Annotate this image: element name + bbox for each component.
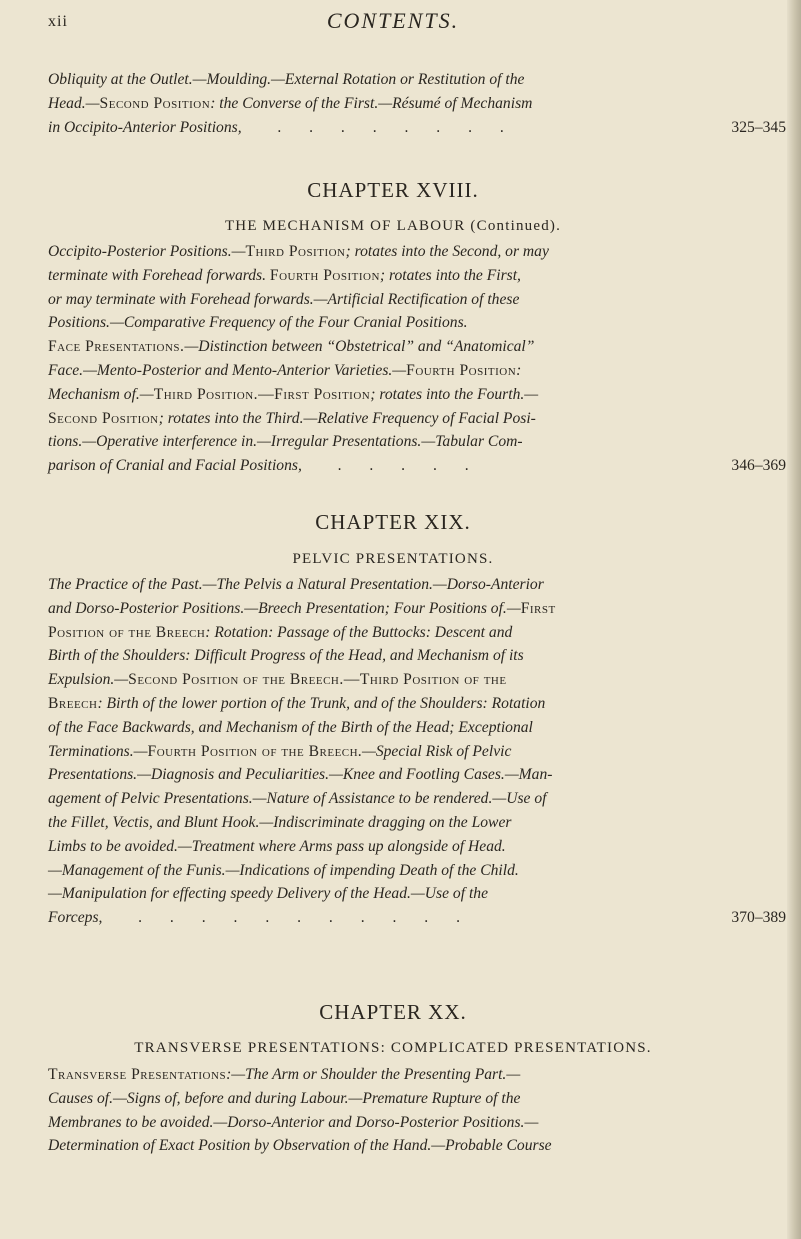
- toc-entry: The Practice of the Past.—The Pelvis a Natural Presentation.—Dorso-Anterior and Dorso-Posterior Positions.—Breech Presentation; Four Positions of.—First Position of the Breech: Rotation: Passage of the Buttocks: Descent and Birth of the Shoulders: Difficult Progress of the Head, and Mechanism of its Expulsion.—Second Position of the Breech.—Third Position of the Breech: Birth of the lower portion of the Trunk, and of the Shoulders: Rotation of the Face Backwards, and Mechanism of the Birth of the Head; Exceptional Terminations.—Fourth Position of the Breech.—Special Risk of Pelvic Presentations.—Diagnosis and Peculiarities.—Knee and Footling Cases.—Man- agement of Pelvic Presentations.—Nature of Assistance to be rendered.—Use of the Fillet, Vectis, and Blunt Hook.—Indiscriminate dragging on the Lower Limbs to be avoided.—Treatment where Arms pass up alongside of Head. —Management of the Funis.—Indications of impending Death of the Child. —Manipulation for effecting speedy Delivery of the Head.—Use of the Forceps, . . . . . . . . . . . 370–389: [48, 573, 786, 930]
- chapter-heading: CHAPTER XIX.: [315, 510, 471, 534]
- chapter-heading: CHAPTER XVIII.: [307, 178, 479, 202]
- toc-entry: Transverse Presentations:—The Arm or Shoulder the Presenting Part.— Causes of.—Signs of, before and during Labour.—Premature Rupture of the Membranes to be avoided.—Dorso-Anterior and Dorso-Posterior Positions.— Determination of Exact Position by Observation of the Hand.—Probable Course: [48, 1066, 552, 1155]
- chapter-subtitle: TRANSVERSE PRESENTATIONS: COMPLICATED PRESENTATIONS.: [134, 1040, 652, 1056]
- running-head: [0, 5, 786, 35]
- page-range: 370–389: [731, 909, 786, 927]
- page-range: 325–345: [731, 118, 786, 136]
- toc-entry: Obliquity at the Outlet.—Moulding.—External Rotation or Restitution of the Head.—Second Position: the Converse of the First.—Résumé of Mechanism in Occipito-Anterior Positions, . . . . . . . . 325–345: [48, 68, 786, 139]
- running-title: CONTENTS.: [326, 8, 460, 33]
- chapter-subtitle: THE MECHANISM OF LABOUR (Continued).: [224, 218, 562, 234]
- chapter-19-contents: [48, 573, 786, 930]
- chapter-heading: CHAPTER XX.: [319, 1000, 467, 1024]
- chapter-17-continuation: [48, 68, 786, 139]
- toc-entry: Occipito-Posterior Positions.—Third Position; rotates into the Second, or may terminate with Forehead forwards. Fourth Position; rotates into the First, or may terminate with Forehead forwards.—Artificial Rectification of these Positions.—Comparative Frequency of the Four Cranial Positions. Face Presentations.—Distinction between “Obstetrical” and “Anatomical” Face.—Mento-Posterior and Mento-Anterior Varieties.—Fourth Position: Mechanism of.—Third Position.—First Position; rotates into the Fourth.— Second Position; rotates into the Third.—Relative Frequency of Facial Posi- tions.—Operative interference in.—Irregular Presentations.—Tabular Com- parison of Cranial and Facial Positions, . . . . . 346–369: [48, 240, 786, 478]
- chapter-subtitle: PELVIC PRESENTATIONS.: [292, 551, 494, 567]
- chapter-20-contents: [48, 1063, 786, 1158]
- page-range: 346–369: [731, 457, 786, 475]
- page-edge-shadow: [787, 0, 801, 1239]
- chapter-18-contents: [48, 240, 786, 478]
- page-number: xii: [48, 13, 68, 30]
